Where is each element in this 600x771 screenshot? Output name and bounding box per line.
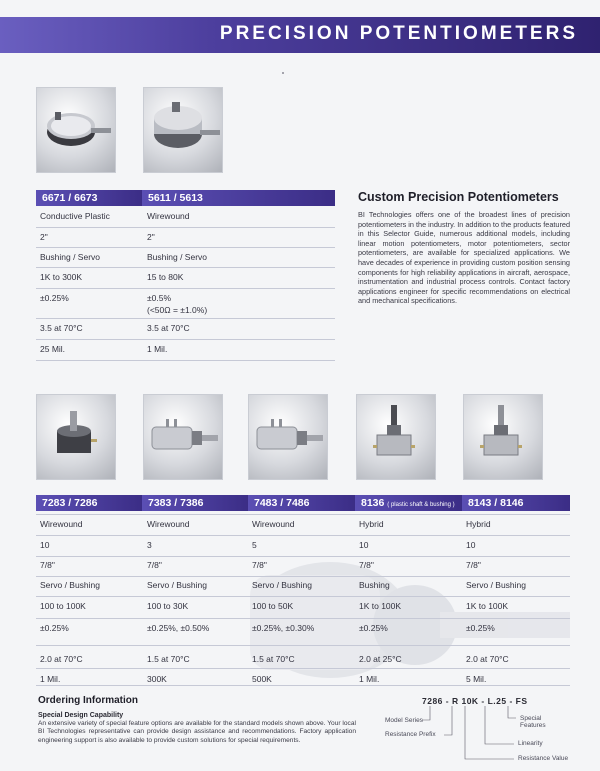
spec-7283-resolution: 1 Mil.: [40, 674, 61, 684]
row-divider: [36, 668, 570, 669]
product-photo-7283: [36, 394, 116, 480]
potentiometer-icon: [357, 395, 435, 479]
spec-6671-resistance: 1K to 300K: [40, 272, 83, 282]
spec-8143-turns: 10: [466, 540, 476, 550]
model-header-7383: 7383 / 7386: [142, 495, 248, 511]
part-number-example: 7286 - R 10K - L.25 - FS: [422, 696, 528, 706]
potentiometer-icon: [249, 395, 327, 479]
spec-6671-element: Conductive Plastic: [40, 211, 110, 221]
spec-7283-element: Wirewound: [40, 519, 83, 529]
speck: [282, 72, 284, 74]
row-divider: [36, 247, 335, 248]
spec-8136-element: Hybrid: [359, 519, 384, 529]
potentiometer-icon: [464, 395, 542, 479]
product-photo-5611: [143, 87, 223, 173]
spec-8136-turns: 10: [359, 540, 369, 550]
custom-section-title: Custom Precision Potentiometers: [358, 190, 559, 204]
spec-5611-linearity-low: (<50Ω = ±1.0%): [147, 305, 208, 315]
spec-7383-turns: 3: [147, 540, 152, 550]
model-header-7483: 7483 / 7486: [248, 495, 355, 511]
model-header-6671: 6671 / 6673: [36, 190, 142, 206]
row-divider: [36, 267, 335, 268]
spec-7383-mount: Servo / Bushing: [147, 580, 208, 590]
potentiometer-icon: [144, 395, 222, 479]
spec-7283-turns: 10: [40, 540, 50, 550]
ordering-body: An extensive variety of special feature options are available for the standard models shown above. Your local BI Technologies representative can provide design assistance and recommendations. Factory application engineering support is also available to provide custom solutions for special requirements.: [38, 720, 356, 744]
label-special-features: Special Features: [520, 715, 546, 729]
spec-7383-resolution: 300K: [147, 674, 167, 684]
spec-7383-power: 1.5 at 70°C: [147, 654, 190, 664]
spec-8143-diameter: 7/8": [466, 560, 481, 570]
spec-7383-resistance: 100 to 30K: [147, 601, 189, 611]
spec-5611-mount: Bushing / Servo: [147, 252, 208, 262]
model-header-8143: 8143 / 8146: [462, 495, 570, 511]
row-divider: [36, 514, 570, 515]
spec-7383-linearity: ±0.25%, ±0.50%: [147, 623, 210, 633]
row-divider: [36, 556, 570, 557]
product-photo-8143: [463, 394, 543, 480]
spec-7283-resistance: 100 to 100K: [40, 601, 86, 611]
spec-7483-diameter: 7/8": [252, 560, 267, 570]
product-photo-6671: [36, 87, 116, 173]
spec-8136-mount: Bushing: [359, 580, 390, 590]
spec-7283-mount: Servo / Bushing: [40, 580, 101, 590]
spec-6671-mount: Bushing / Servo: [40, 252, 101, 262]
row-divider: [36, 535, 570, 536]
potentiometer-icon: [37, 395, 115, 479]
spec-8143-resistance: 1K to 100K: [466, 601, 509, 611]
spec-7483-resistance: 100 to 50K: [252, 601, 294, 611]
spec-7483-mount: Servo / Bushing: [252, 580, 313, 590]
spec-7383-diameter: 7/8": [147, 560, 162, 570]
row-divider: [36, 360, 335, 361]
spec-8143-power: 2.0 at 70°C: [466, 654, 509, 664]
model-header-5611: 5611 / 5613: [142, 190, 335, 206]
model-header-8136: 8136 ( plastic shaft & bushing ): [355, 495, 462, 511]
spec-5611-diameter: 2": [147, 232, 155, 242]
spec-6671-resolution: 25 Mil.: [40, 344, 66, 354]
spec-7483-element: Wirewound: [252, 519, 295, 529]
spec-5611-power: 3.5 at 70°C: [147, 323, 190, 333]
product-photo-7383: [143, 394, 223, 480]
spec-7283-linearity: ±0.25%: [40, 623, 69, 633]
spec-8136-linearity: ±0.25%: [359, 623, 388, 633]
spec-7383-element: Wirewound: [147, 519, 190, 529]
spec-8136-power: 2.0 at 25°C: [359, 654, 402, 664]
spec-7483-turns: 5: [252, 540, 257, 550]
label-linearity: Linearity: [518, 740, 543, 747]
custom-section-body: BI Technologies offers one of the broadest lines of precision potentiometers in the industry. In addition to the products featured in this Selector Guide, numerous additional models, including linear motion potentiometers, motor potentiometers, sector potentiometers, are available for specialized applications. We have decades of experience in providing custom position sensing components for high reliability applications in aircraft, aerospace, instrumentation and industrial process controls. Contact factory applications engineer for specific recommendations on electrical and mechanical specifications.: [358, 210, 571, 306]
label-resistance-prefix: Resistance Prefix: [385, 731, 436, 738]
spec-8136-resolution: 1 Mil.: [359, 674, 380, 684]
label-model-series: Model Series: [385, 717, 423, 724]
row-divider: [36, 596, 570, 597]
spec-7483-linearity: ±0.25%, ±0.30%: [252, 623, 315, 633]
spec-6671-linearity: ±0.25%: [40, 293, 69, 303]
row-divider: [36, 339, 335, 340]
potentiometer-icon: [37, 88, 115, 172]
spec-7483-power: 1.5 at 70°C: [252, 654, 295, 664]
row-divider: [36, 645, 570, 646]
row-divider: [36, 576, 570, 577]
row-divider: [36, 318, 335, 319]
page-title: PRECISION POTENTIOMETERS: [219, 23, 578, 44]
ordering-subtitle: Special Design Capability: [38, 712, 124, 719]
product-photo-7483: [248, 394, 328, 480]
spec-5611-linearity: ±0.5%: [147, 293, 172, 303]
spec-8136-resistance: 1K to 100K: [359, 601, 402, 611]
spec-5611-element: Wirewound: [147, 211, 190, 221]
spec-5611-resolution: 1 Mil.: [147, 344, 168, 354]
spec-8143-linearity: ±0.25%: [466, 623, 495, 633]
row-divider: [36, 227, 335, 228]
product-photo-8136: [356, 394, 436, 480]
row-divider: [36, 685, 570, 686]
spec-8143-mount: Servo / Bushing: [466, 580, 527, 590]
spec-7483-resolution: 500K: [252, 674, 272, 684]
spec-8136-diameter: 7/8": [359, 560, 374, 570]
row-divider: [36, 288, 335, 289]
spec-8143-element: Hybrid: [466, 519, 491, 529]
spec-8143-resolution: 5 Mil.: [466, 674, 487, 684]
row-divider: [36, 618, 570, 619]
spec-5611-resistance: 15 to 80K: [147, 272, 184, 282]
spec-7283-power: 2.0 at 70°C: [40, 654, 83, 664]
spec-6671-power: 3.5 at 70°C: [40, 323, 83, 333]
model-header-7283: 7283 / 7286: [36, 495, 142, 511]
spec-6671-diameter: 2": [40, 232, 48, 242]
ordering-title: Ordering Information: [38, 695, 138, 706]
title-banner: [0, 17, 600, 53]
label-resistance-value: Resistance Value: [518, 755, 569, 762]
potentiometer-icon: [144, 88, 222, 172]
spec-7283-diameter: 7/8": [40, 560, 55, 570]
